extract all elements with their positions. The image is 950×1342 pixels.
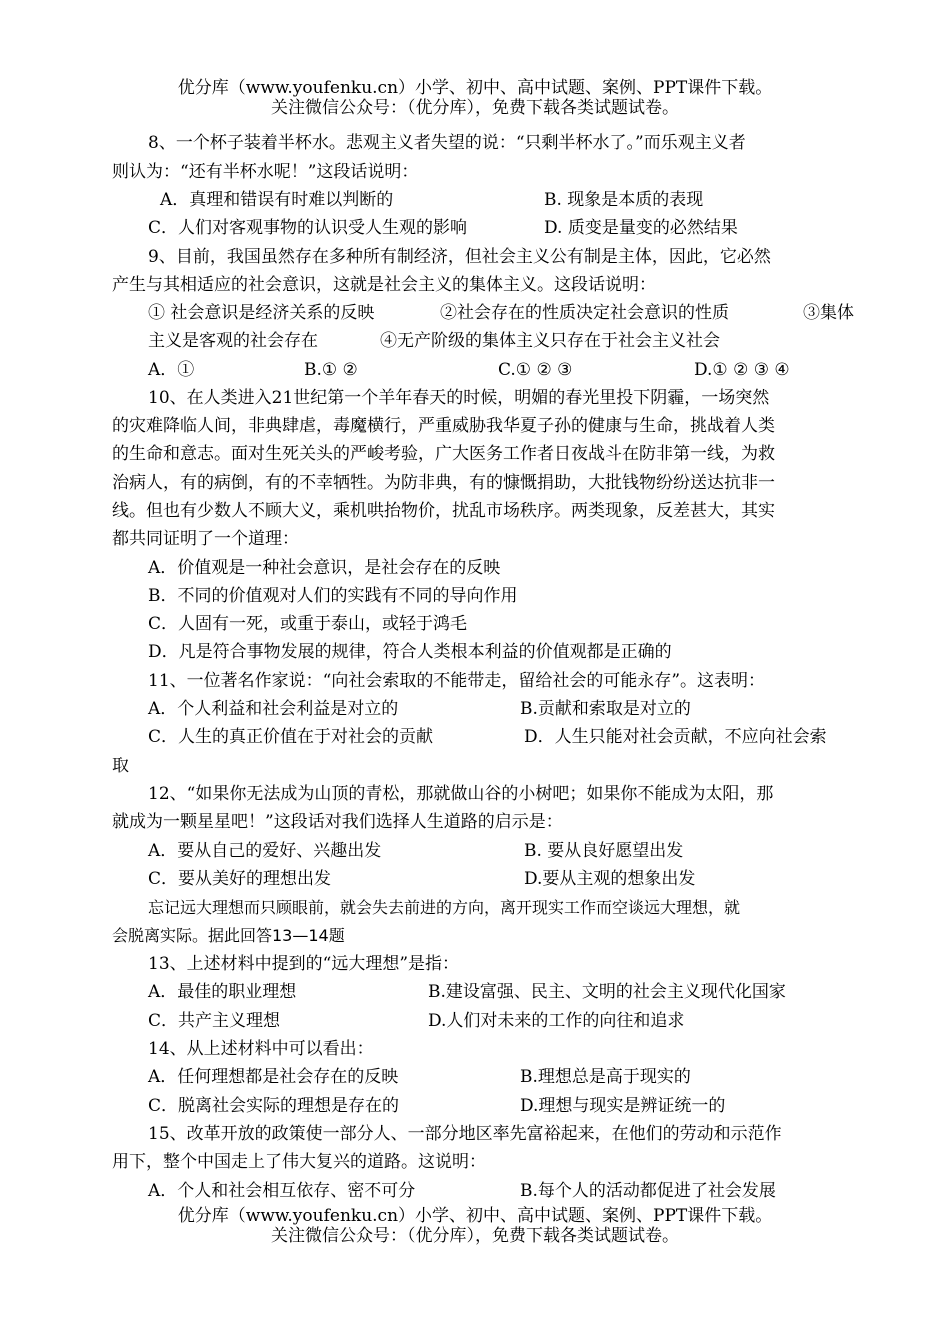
question-8-stem: 8、一个杯子装着半杯水。悲观主义者失望的说：“只剩半杯水了。”而乐观主义者 (148, 133, 746, 153)
question-9-statement-3: ③集体 (803, 303, 854, 323)
question-12-stem: 12、“如果你无法成为山顶的青松，那就做山谷的小树吧；如果你不能成为太阳，那 (148, 784, 774, 804)
question-10-stem-cont: 线。但也有少数人不顾大义，乘机哄抬物价，扰乱市场秩序。两类现象，反差甚大，其实 (112, 501, 775, 521)
question-9-statement-2: ②社会存在的性质决定社会意识的性质 (440, 303, 729, 323)
question-8-option-c: C．人们对客观事物的认识受人生观的影响 (148, 218, 468, 238)
question-13-stem: 13、上述材料中提到的“远大理想”是指： (148, 954, 460, 974)
question-10-stem: 10、在人类进入21世纪第一个羊年春天的时候，明媚的春光里投下阴霾，一场突然 (148, 388, 770, 408)
question-9-stem: 9、目前，我国虽然存在多种所有制经济，但社会主义公有制是主体，因此，它必然 (148, 247, 771, 267)
question-14-option-b: B.理想总是高于现实的 (520, 1067, 691, 1087)
question-12-option-b: B. 要从良好愿望出发 (524, 841, 684, 861)
question-8-stem-cont: 则认为：“还有半杯水呢！”这段话说明： (112, 162, 419, 182)
question-12-stem-cont: 就成为一颗星星吧！”这段话对我们选择人生道路的启示是： (112, 812, 563, 832)
question-13-option-b: B.建设富强、民主、文明的社会主义现代化国家 (428, 982, 786, 1002)
question-9-statement-1: ① 社会意识是经济关系的反映 (148, 303, 375, 323)
question-8-option-d: D. 质变是量变的必然结果 (544, 218, 738, 238)
question-12-option-d: D.要从主观的想象出发 (524, 869, 696, 889)
question-15-stem: 15、改革开放的政策使一部分人、一部分地区率先富裕起来，在他们的劳动和示范作 (148, 1124, 782, 1144)
question-9-statement-3-cont: 主义是客观的社会存在 (148, 331, 318, 351)
question-9-option-c: C.① ② ③ (498, 360, 573, 380)
question-8-option-b: B. 现象是本质的表现 (544, 190, 704, 210)
question-8-option-a: A．真理和错误有时难以判断的 (160, 190, 394, 210)
question-13-option-d: D.人们对未来的工作的向往和追求 (428, 1011, 685, 1031)
question-14-option-d: D.理想与现实是辨证统一的 (520, 1096, 726, 1116)
question-9-option-d: D.① ② ③ ④ (694, 360, 790, 380)
reading-material: 忘记远大理想而只顾眼前，就会失去前进的方向，离开现实工作而空谈远大理想，就 (148, 898, 741, 917)
question-10-stem-cont: 治病人，有的病倒，有的不幸牺牲。为防非典，有的慷慨捐助，大批钱物纷纷送达抗非一 (112, 473, 775, 493)
question-15-option-a: A．个人和社会相互依存、密不可分 (148, 1181, 416, 1201)
question-9-option-b: B.① ② (304, 360, 358, 380)
question-14-option-c: C．脱离社会实际的理想是存在的 (148, 1096, 400, 1116)
question-13-option-c: C．共产主义理想 (148, 1011, 281, 1031)
question-11-option-a: A．个人利益和社会利益是对立的 (148, 699, 399, 719)
question-11-option-d-cont: 取 (112, 756, 129, 776)
question-9-option-a: A．① (148, 360, 195, 380)
question-10-option-d: D．凡是符合事物发展的规律，符合人类根本利益的价值观都是正确的 (148, 642, 672, 662)
question-15-option-b: B.每个人的活动都促进了社会发展 (520, 1181, 776, 1201)
question-12-option-c: C．要从美好的理想出发 (148, 869, 332, 889)
question-15-stem-cont: 用下，整个中国走上了伟大复兴的道路。这说明： (112, 1152, 486, 1172)
question-9-stem-cont: 产生与其相适应的社会意识，这就是社会主义的集体主义。这段话说明： (112, 275, 656, 295)
question-10-stem-cont: 的灾难降临人间，非典肆虐，毒魔横行，严重威胁我华夏子孙的健康与生命，挑战着人类 (112, 416, 775, 436)
reading-material-cont: 会脱离实际。据此回答13—14题 (112, 926, 345, 945)
question-14-option-a: A．任何理想都是社会存在的反映 (148, 1067, 399, 1087)
question-11-option-b: B.贡献和索取是对立的 (520, 699, 691, 719)
header-promo-line: 优分库（www.youfenku.cn）小学、初中、高中试题、案例、PPT课件下载。 (177, 78, 773, 98)
question-10-option-a: A．价值观是一种社会意识，是社会存在的反映 (148, 558, 501, 578)
question-10-stem-cont: 都共同证明了一个道理： (112, 529, 299, 549)
question-11-stem: 11、一位著名作家说：“向社会索取的不能带走，留给社会的可能永存”。这表明： (148, 671, 766, 691)
question-14-stem: 14、从上述材料中可以看出： (148, 1039, 374, 1059)
question-11-option-c: C．人生的真正价值在于对社会的贡献 (148, 727, 434, 747)
question-12-option-a: A．要从自己的爱好、兴趣出发 (148, 841, 382, 861)
question-9-statement-4: ④无产阶级的集体主义只存在于社会主义社会 (380, 331, 720, 351)
question-13-option-a: A．最佳的职业理想 (148, 982, 297, 1002)
header-wechat-line: 关注微信公众号：（优分库），免费下载各类试题试卷。 (271, 98, 679, 118)
question-10-option-b: B．不同的价值观对人们的实践有不同的导向作用 (148, 586, 518, 606)
question-11-option-d: D．人生只能对社会贡献，不应向社会索 (524, 727, 827, 747)
question-10-stem-cont: 的生命和意志。面对生死关头的严峻考验，广大医务工作者日夜战斗在防非第一线，为救 (112, 444, 775, 464)
question-10-option-c: C．人固有一死，或重于泰山，或轻于鸿毛 (148, 614, 468, 634)
footer-wechat-line: 关注微信公众号：（优分库），免费下载各类试题试卷。 (271, 1226, 679, 1246)
footer-promo-line: 优分库（www.youfenku.cn）小学、初中、高中试题、案例、PPT课件下载。 (177, 1206, 773, 1226)
